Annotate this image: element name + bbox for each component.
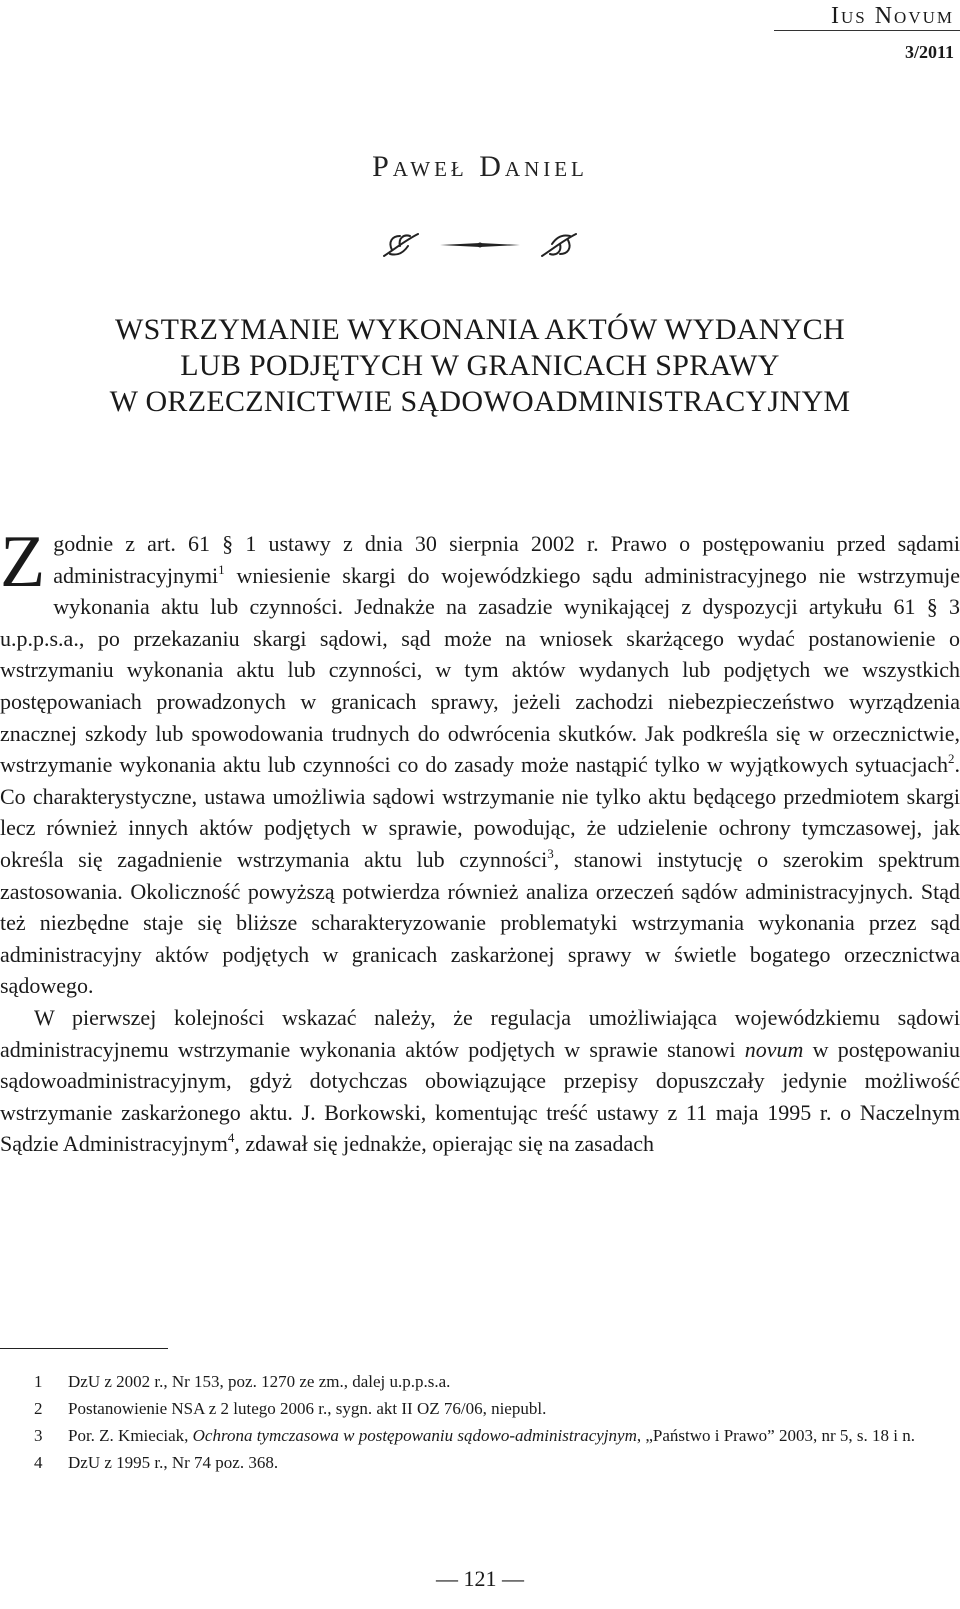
title-line: W ORZECZNICTWIE SĄDOWOADMINISTRACYJNYM <box>109 385 851 418</box>
paragraph-text: wniesienie skargi do wojewódzkiego sądu administracyjnego nie wstrzymuje wykonania aktu lub czynności. Jednakże na zasadzie wynikającej z dyspozycji artykułu 61 § 3 u.p.p.s.a., po przekazaniu skargi sądowi, sąd może na wniosek skarżącego wydać postanowienie o wstrzymaniu wykonania aktu lub czynności, w tym aktów wydanych lub podjętych we wszystkich postępowaniach prowadzonych w granicach sprawy, jeżeli zachodzi niebezpieczeństwo wyrządzenia znacznej szkody lub spowodowania trudnych do odwrócenia skutków. Jak podkreśla się w orzecznictwie, wstrzymanie wykonania aktu lub czynności co do zasady może nastąpić tylko w wyjątkowych sytuacjach <box>0 562 960 778</box>
footnote <box>0 1368 960 1395</box>
footnotes <box>0 1368 960 1476</box>
footnote <box>0 1422 960 1449</box>
footnote-text: Por. Z. Kmieciak, <box>68 1426 193 1445</box>
footnote-title: Ochrona tymczasowa w postępowaniu sądowo-administracyjnym <box>192 1426 637 1445</box>
footnote-ref[interactable]: 2 <box>948 751 955 767</box>
footnote-number: 3 <box>34 1426 43 1445</box>
fleuron-ornament-icon <box>0 228 960 262</box>
footnote-divider <box>0 1348 168 1349</box>
footnote-number: 4 <box>34 1453 43 1472</box>
footnote-ref[interactable]: 3 <box>547 845 554 861</box>
paragraph-text: W pierwszej kolejności wskazać należy, że regulacja umożliwiająca wojewódzkiemu sądowi administracyjnemu wstrzymanie wykonania aktów podjętych w sprawie stanowi <box>0 1004 960 1062</box>
article-title <box>0 312 960 420</box>
footnote-text: DzU z 1995 r., Nr 74 poz. 368. <box>68 1453 279 1472</box>
drop-cap: Z <box>0 521 46 603</box>
footnote-text: Postanowienie NSA z 2 lutego 2006 r., sygn. akt II OZ 76/06, niepubl. <box>68 1399 547 1418</box>
title-line: LUB PODJĘTYCH W GRANICACH SPRAWY <box>180 349 780 382</box>
footnote-text: DzU z 2002 r., Nr 153, poz. 1270 ze zm., dalej u.p.p.s.a. <box>68 1372 451 1391</box>
paragraph-text: , zdawał się jednakże, opierając się na zasadach <box>234 1131 655 1157</box>
page-number: — 121 — <box>436 1566 524 1591</box>
footnote-number: 2 <box>34 1399 43 1418</box>
footnote <box>0 1449 960 1476</box>
paragraph-text: w postępowaniu sądowoadministracyjnym, gdyż dotychczas obowiązujące przepisy dopuszczały jedynie możliwość wstrzymanie zaskarżonego aktu. J. Borkowski, komentując treść ustawy z 11 maja 1995 r. o Naczelnym Sądzie Administracyjnym <box>0 1036 960 1157</box>
footnote-text: , „Państwo i Prawo” 2003, nr 5, s. 18 i n. <box>636 1426 915 1445</box>
paragraph-text: godnie z art. 61 § 1 ustawy z dnia 30 sierpnia 2002 r. Prawo o postępowaniu przed sądami administracyjnymi <box>53 531 960 588</box>
journal-name: Ius Novum <box>774 0 960 31</box>
footnote-ref[interactable]: 1 <box>218 561 225 577</box>
article-body <box>0 521 960 1160</box>
author-name: Paweł Daniel <box>372 150 588 183</box>
emphasis-text: novum <box>744 1036 804 1062</box>
paragraph <box>0 521 960 1002</box>
paragraph-text: , stanowi instytucję o szerokim spektrum zastosowania. Okoliczność powyższą potwierdza również analiza orzeczeń sądów administracyjnych. Stąd też niezbędne staje się bliższe scharakteryzowanie problematyki wstrzymania wykonania przez sąd administracyjny aktów podjętych w granicach zaskarżonej sprawy w świetle bogatego orzecznictwa sądowego. <box>0 846 960 999</box>
footnote <box>0 1395 960 1422</box>
issue-number: 3/2011 <box>904 42 954 62</box>
title-line: WSTRZYMANIE WYKONANIA AKTÓW WYDANYCH <box>115 313 845 346</box>
footnote-ref[interactable]: 4 <box>227 1130 235 1146</box>
footnote-number: 1 <box>34 1372 43 1391</box>
paragraph-text: . Co charakterystyczne, ustawa umożliwia sądowi wstrzymanie nie tylko aktu będącego przedmiotem skargi lecz również innych aktów podjętych w sprawie, powodując, że udzielenie ochrony tymczasowej, jak określa się zagadnienie wstrzymania aktu lub czynności <box>0 752 960 872</box>
paragraph <box>0 1002 960 1160</box>
